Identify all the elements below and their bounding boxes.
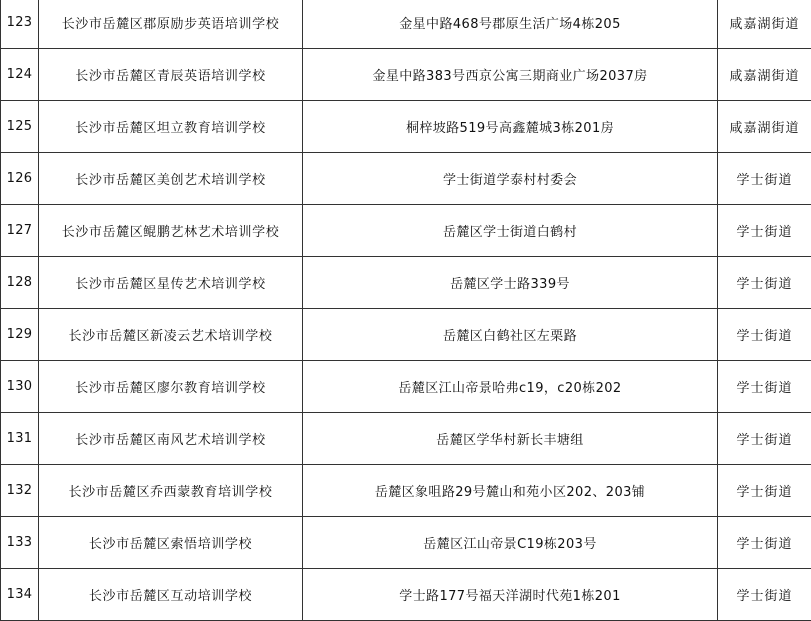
school-address: 岳麓区学华村新长丰塘组 (303, 413, 718, 465)
school-name: 长沙市岳麓区互动培训学校 (39, 569, 303, 621)
row-number: 131 (1, 413, 39, 465)
table-row (1, 413, 811, 465)
school-address: 桐梓坡路519号高鑫麓城3栋201房 (303, 101, 718, 153)
table-row (1, 101, 811, 153)
school-address: 学士街道学泰村村委会 (303, 153, 718, 205)
school-name: 长沙市岳麓区廖尔教育培训学校 (39, 361, 303, 413)
school-address: 岳麓区学士街道白鹤村 (303, 205, 718, 257)
school-name: 长沙市岳麓区索悟培训学校 (39, 517, 303, 569)
school-name: 长沙市岳麓区南风艺术培训学校 (39, 413, 303, 465)
table-row (1, 361, 811, 413)
school-table-body (1, 0, 811, 621)
street-office: 学士街道 (718, 309, 811, 361)
row-number: 125 (1, 101, 39, 153)
school-address: 金星中路468号郡原生活广场4栋205 (303, 0, 718, 49)
table-row (1, 309, 811, 361)
street-office: 学士街道 (718, 361, 811, 413)
school-name: 长沙市岳麓区鲲鹏艺林艺术培训学校 (39, 205, 303, 257)
row-number: 133 (1, 517, 39, 569)
street-office: 学士街道 (718, 569, 811, 621)
school-name: 长沙市岳麓区新凌云艺术培训学校 (39, 309, 303, 361)
street-office: 咸嘉湖街道 (718, 49, 811, 101)
table-row (1, 517, 811, 569)
table-row (1, 257, 811, 309)
school-address: 岳麓区江山帝景C19栋203号 (303, 517, 718, 569)
school-address: 岳麓区江山帝景哈弗c19，c20栋202 (303, 361, 718, 413)
table-row (1, 153, 811, 205)
street-office: 学士街道 (718, 153, 811, 205)
school-name: 长沙市岳麓区美创艺术培训学校 (39, 153, 303, 205)
row-number: 126 (1, 153, 39, 205)
street-office: 学士街道 (718, 205, 811, 257)
row-number: 123 (1, 0, 39, 49)
school-address: 岳麓区象咀路29号麓山和苑小区202、203铺 (303, 465, 718, 517)
row-number: 129 (1, 309, 39, 361)
row-number: 130 (1, 361, 39, 413)
street-office: 学士街道 (718, 517, 811, 569)
table-row (1, 569, 811, 621)
school-address: 岳麓区学士路339号 (303, 257, 718, 309)
street-office: 学士街道 (718, 413, 811, 465)
school-name: 长沙市岳麓区乔西蒙教育培训学校 (39, 465, 303, 517)
table-row (1, 465, 811, 517)
row-number: 134 (1, 569, 39, 621)
table-row (1, 205, 811, 257)
row-number: 127 (1, 205, 39, 257)
row-number: 132 (1, 465, 39, 517)
street-office: 咸嘉湖街道 (718, 101, 811, 153)
table-row (1, 0, 811, 49)
row-number: 128 (1, 257, 39, 309)
street-office: 学士街道 (718, 257, 811, 309)
school-name: 长沙市岳麓区星传艺术培训学校 (39, 257, 303, 309)
street-office: 学士街道 (718, 465, 811, 517)
table-row (1, 49, 811, 101)
row-number: 124 (1, 49, 39, 101)
school-address: 岳麓区白鹤社区左栗路 (303, 309, 718, 361)
school-address: 金星中路383号西京公寓三期商业广场2037房 (303, 49, 718, 101)
school-name: 长沙市岳麓区郡原励步英语培训学校 (39, 0, 303, 49)
school-name: 长沙市岳麓区青辰英语培训学校 (39, 49, 303, 101)
school-name: 长沙市岳麓区坦立教育培训学校 (39, 101, 303, 153)
school-address: 学士路177号福天洋湖时代苑1栋201 (303, 569, 718, 621)
street-office: 咸嘉湖街道 (718, 0, 811, 49)
